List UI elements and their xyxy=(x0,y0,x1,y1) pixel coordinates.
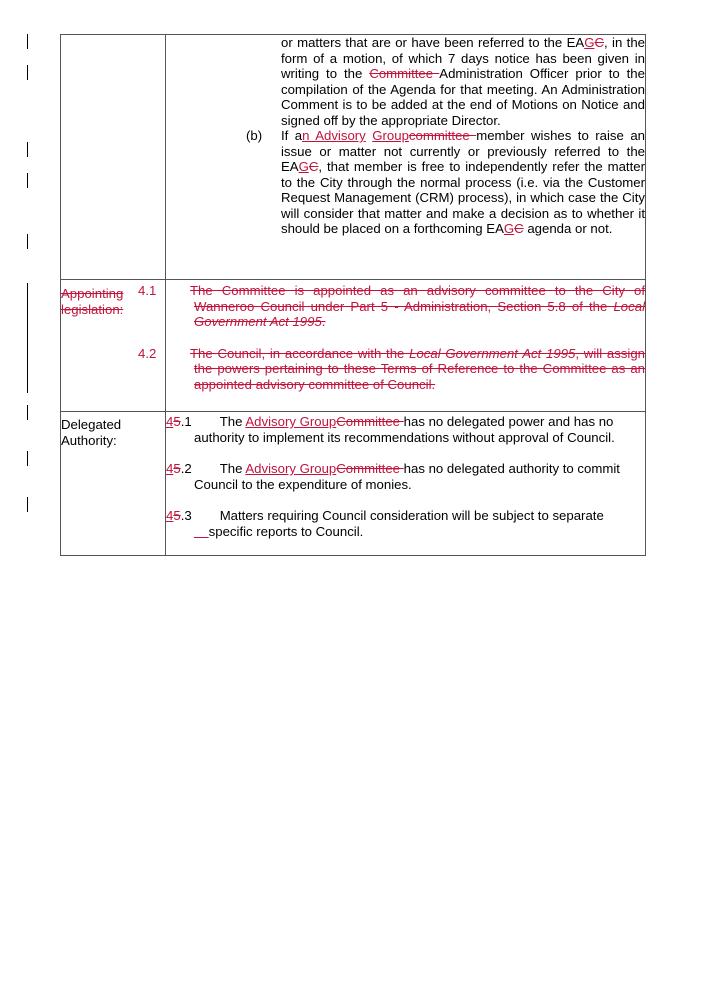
delegated-item-3 xyxy=(166,508,645,539)
legislation-item-4-2 xyxy=(138,345,645,393)
inserted-text: G xyxy=(503,221,515,236)
change-bar xyxy=(27,283,28,393)
table-row xyxy=(61,35,646,280)
change-bar xyxy=(27,173,28,188)
text-run: authority to implement its recommendations without approval of Council. xyxy=(194,429,615,445)
inserted-text: Advisory Group xyxy=(245,414,337,429)
row-label-delegated-authority xyxy=(61,412,166,556)
spacer xyxy=(166,330,645,346)
item-number: .1 xyxy=(180,414,192,429)
item-number: 4.1 xyxy=(138,283,157,298)
text-run: specific reports to Council. xyxy=(208,523,364,539)
deleted-text: Committee xyxy=(369,66,440,81)
change-bar xyxy=(27,142,28,157)
text-run: agenda or not. xyxy=(523,221,613,236)
inserted-text: n Advisory xyxy=(302,128,366,143)
row-label-text: Delegated Authority: xyxy=(61,417,122,448)
terms-of-reference-table xyxy=(60,34,646,556)
inserted-text: 4 xyxy=(166,414,174,429)
paragraph-b xyxy=(166,128,645,237)
text-run: , will assign the powers pertaining to these Terms of Reference to the Committee as an appointed advisory committee of Council. xyxy=(194,345,645,392)
legislation-item-4-1 xyxy=(138,283,645,330)
item-number: 4.2 xyxy=(138,345,157,361)
text-run: , that member is free to independently refer the matter to the City through the normal process (i.e. via the Customer Request Management (CRM) process), in which case the City will consider that matter and make a decision as to whether it should be placed on a forthcoming EA xyxy=(281,159,645,236)
inserted-text: 4 xyxy=(166,461,174,476)
deleted-text: 5 xyxy=(173,461,181,476)
inserted-text: G xyxy=(298,159,309,174)
deleted-text: 5 xyxy=(173,414,181,429)
procedure-cell xyxy=(166,35,646,280)
change-bar xyxy=(27,234,28,249)
deleted-text: C xyxy=(514,221,524,236)
inserted-text: Advisory Group xyxy=(245,461,337,476)
text-run: has no delegated power and has no xyxy=(403,414,614,429)
inserted-text: G xyxy=(584,35,595,50)
inserted-text: Group xyxy=(372,128,409,143)
inserted-tab xyxy=(194,524,209,539)
spacer xyxy=(166,492,645,508)
text-run: The xyxy=(219,414,246,429)
text-run: The Council, in accordance with the xyxy=(190,345,410,361)
delegated-item-2 xyxy=(166,461,645,492)
spacer xyxy=(166,445,645,461)
text-run: . xyxy=(321,314,326,329)
deleted-text: Appointing legislation: xyxy=(61,286,124,317)
deleted-text: C xyxy=(308,159,319,174)
table-row xyxy=(61,280,646,412)
act-title: Local Government Act 1995 xyxy=(194,298,645,329)
change-bar xyxy=(27,497,28,512)
item-number: .3 xyxy=(180,508,192,523)
text-run: The xyxy=(219,461,246,476)
text-run: Matters requiring Council consideration will be subject to separate xyxy=(219,508,604,523)
deleted-text: committee xyxy=(408,128,477,143)
change-bar xyxy=(27,65,28,80)
text-run: , in the form of a motion, of which 7 days notice has been given in writing to the xyxy=(281,35,645,81)
delegated-authority-cell xyxy=(166,412,646,556)
appointing-legislation-cell xyxy=(138,280,646,412)
table-row xyxy=(61,412,646,556)
change-bar xyxy=(27,405,28,420)
text-run: The Committee is appointed as an advisory committee to the City of Wanneroo Council under Part 5 - Administration, Section 5.8 of the xyxy=(190,283,645,314)
change-bar xyxy=(27,34,28,49)
paragraph-marker: (b) xyxy=(246,128,263,143)
indented-line xyxy=(166,524,645,540)
act-title: Local Government Act 1995 xyxy=(409,345,576,361)
deleted-text: Committee xyxy=(336,414,404,429)
text-run: or matters that are or have been referred to the EA xyxy=(281,35,585,50)
text-run: has no delegated authority to commit xyxy=(403,461,620,476)
deleted-text: C xyxy=(594,35,604,50)
delegated-item-1 xyxy=(166,414,645,445)
row-label-empty xyxy=(61,35,166,280)
paragraph-a-continuation xyxy=(281,35,645,128)
text-run: Administration Officer prior to the compilation of the Agenda for that meeting. An Administration Comment is to be added at the end of Motions on Notice and signed off by the appropriate Director. xyxy=(281,66,645,128)
text-run: Council to the expenditure of monies. xyxy=(194,476,412,492)
item-number: .2 xyxy=(180,461,192,476)
text-run: member wishes to raise an issue or matter not currently or previously referred to the EA xyxy=(281,128,645,174)
inserted-text: 4 xyxy=(166,508,174,523)
deleted-text: Committee xyxy=(336,461,404,476)
change-bar xyxy=(27,451,28,466)
deleted-text: 5 xyxy=(173,508,181,523)
text-run: If a xyxy=(281,128,303,143)
